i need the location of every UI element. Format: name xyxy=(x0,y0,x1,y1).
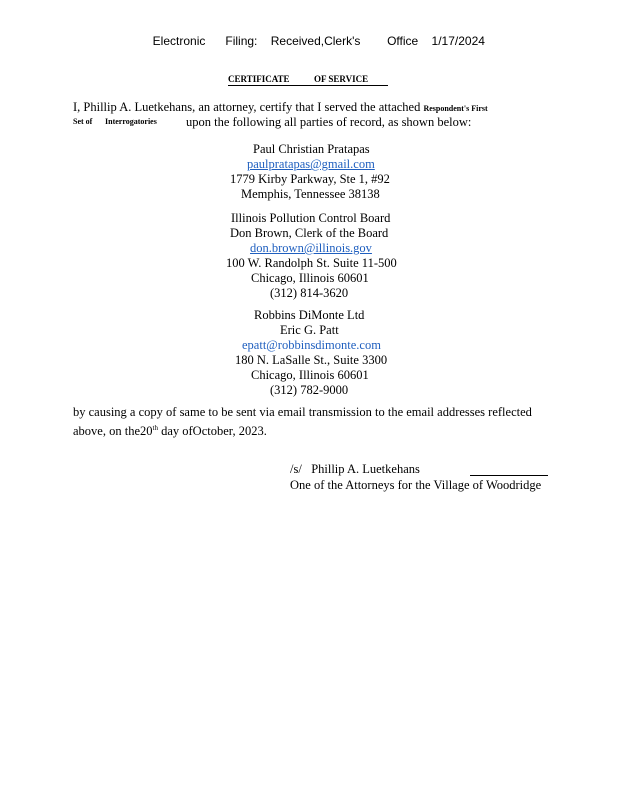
signature-rule xyxy=(470,475,548,476)
stamp-word-filing: Filing: xyxy=(225,34,258,48)
document-name-part1: Respondent's First xyxy=(423,104,488,113)
recipient-address-line-2: Chicago, Illinois 60601 xyxy=(251,368,369,382)
closing-paragraph xyxy=(73,405,573,439)
intro-text-a: I, Phillip A. Luetkehans, an attorney, certify that I served the attached xyxy=(73,100,421,114)
recipient-name: Eric G. Patt xyxy=(280,323,339,337)
signature-line xyxy=(290,462,420,477)
signature-prefix: /s/ xyxy=(290,462,302,476)
stamp-date: 1/17/2024 xyxy=(431,34,485,48)
document-name-part2b: Interrogatories xyxy=(105,117,157,126)
recipient-name: Don Brown, Clerk of the Board xyxy=(230,226,389,240)
recipient-address-line-1: 100 W. Randolph St. Suite 11-500 xyxy=(226,256,397,270)
day-suffix: th xyxy=(152,423,158,432)
recipient-email-link[interactable]: don.brown@illinois.gov xyxy=(250,241,372,255)
filing-stamp xyxy=(146,20,485,48)
recipient-phone: (312) 814-3620 xyxy=(270,286,349,300)
recipient-address-line-1: 1779 Kirby Parkway, Ste 1, #92 xyxy=(230,172,390,186)
certificate-title-word2: OF SERVICE xyxy=(314,74,369,84)
recipient-address-line-2: Chicago, Illinois 60601 xyxy=(251,271,369,285)
service-month: October xyxy=(192,423,233,438)
stamp-word-office: Office xyxy=(387,34,419,48)
recipient-address-line-1: 180 N. LaSalle St., Suite 3300 xyxy=(235,353,388,367)
recipient-email-link[interactable]: epatt@robbinsdimonte.com xyxy=(242,338,381,352)
signature-title: One of the Attorneys for the Village of Woodridge xyxy=(290,478,542,492)
recipient-name: Paul Christian Pratapas xyxy=(253,142,370,156)
recipient-phone: (312) 782-9000 xyxy=(270,383,349,397)
closing-line-2 xyxy=(73,421,573,440)
closing-text-pre: above, on the xyxy=(73,423,140,438)
signature-name: Phillip A. Luetkehans xyxy=(311,462,420,476)
intro-text-b: upon the following all parties of record, as shown below: xyxy=(186,115,472,129)
title-underline xyxy=(228,85,388,86)
recipient-organization: Robbins DiMonte Ltd xyxy=(254,308,365,322)
stamp-word-received: Received,Clerk's xyxy=(270,34,361,48)
recipient-email-link[interactable]: paulpratapas@gmail.com xyxy=(247,157,375,171)
service-day: 20 xyxy=(140,423,153,438)
certificate-title-word1: CERTIFICATE xyxy=(228,74,290,84)
closing-line-1: by causing a copy of same to be sent via email transmission to the email addresses reflected xyxy=(73,405,532,419)
recipient-organization: Illinois Pollution Control Board xyxy=(231,211,391,225)
closing-text-mid: day of xyxy=(161,423,193,438)
stamp-word-electronic: Electronic xyxy=(152,34,206,48)
closing-text-post: , 2023. xyxy=(232,423,267,438)
recipient-address-line-2: Memphis, Tennessee 38138 xyxy=(241,187,380,201)
document-name-part2a: Set of xyxy=(73,117,93,126)
intro-line-1 xyxy=(73,100,488,115)
